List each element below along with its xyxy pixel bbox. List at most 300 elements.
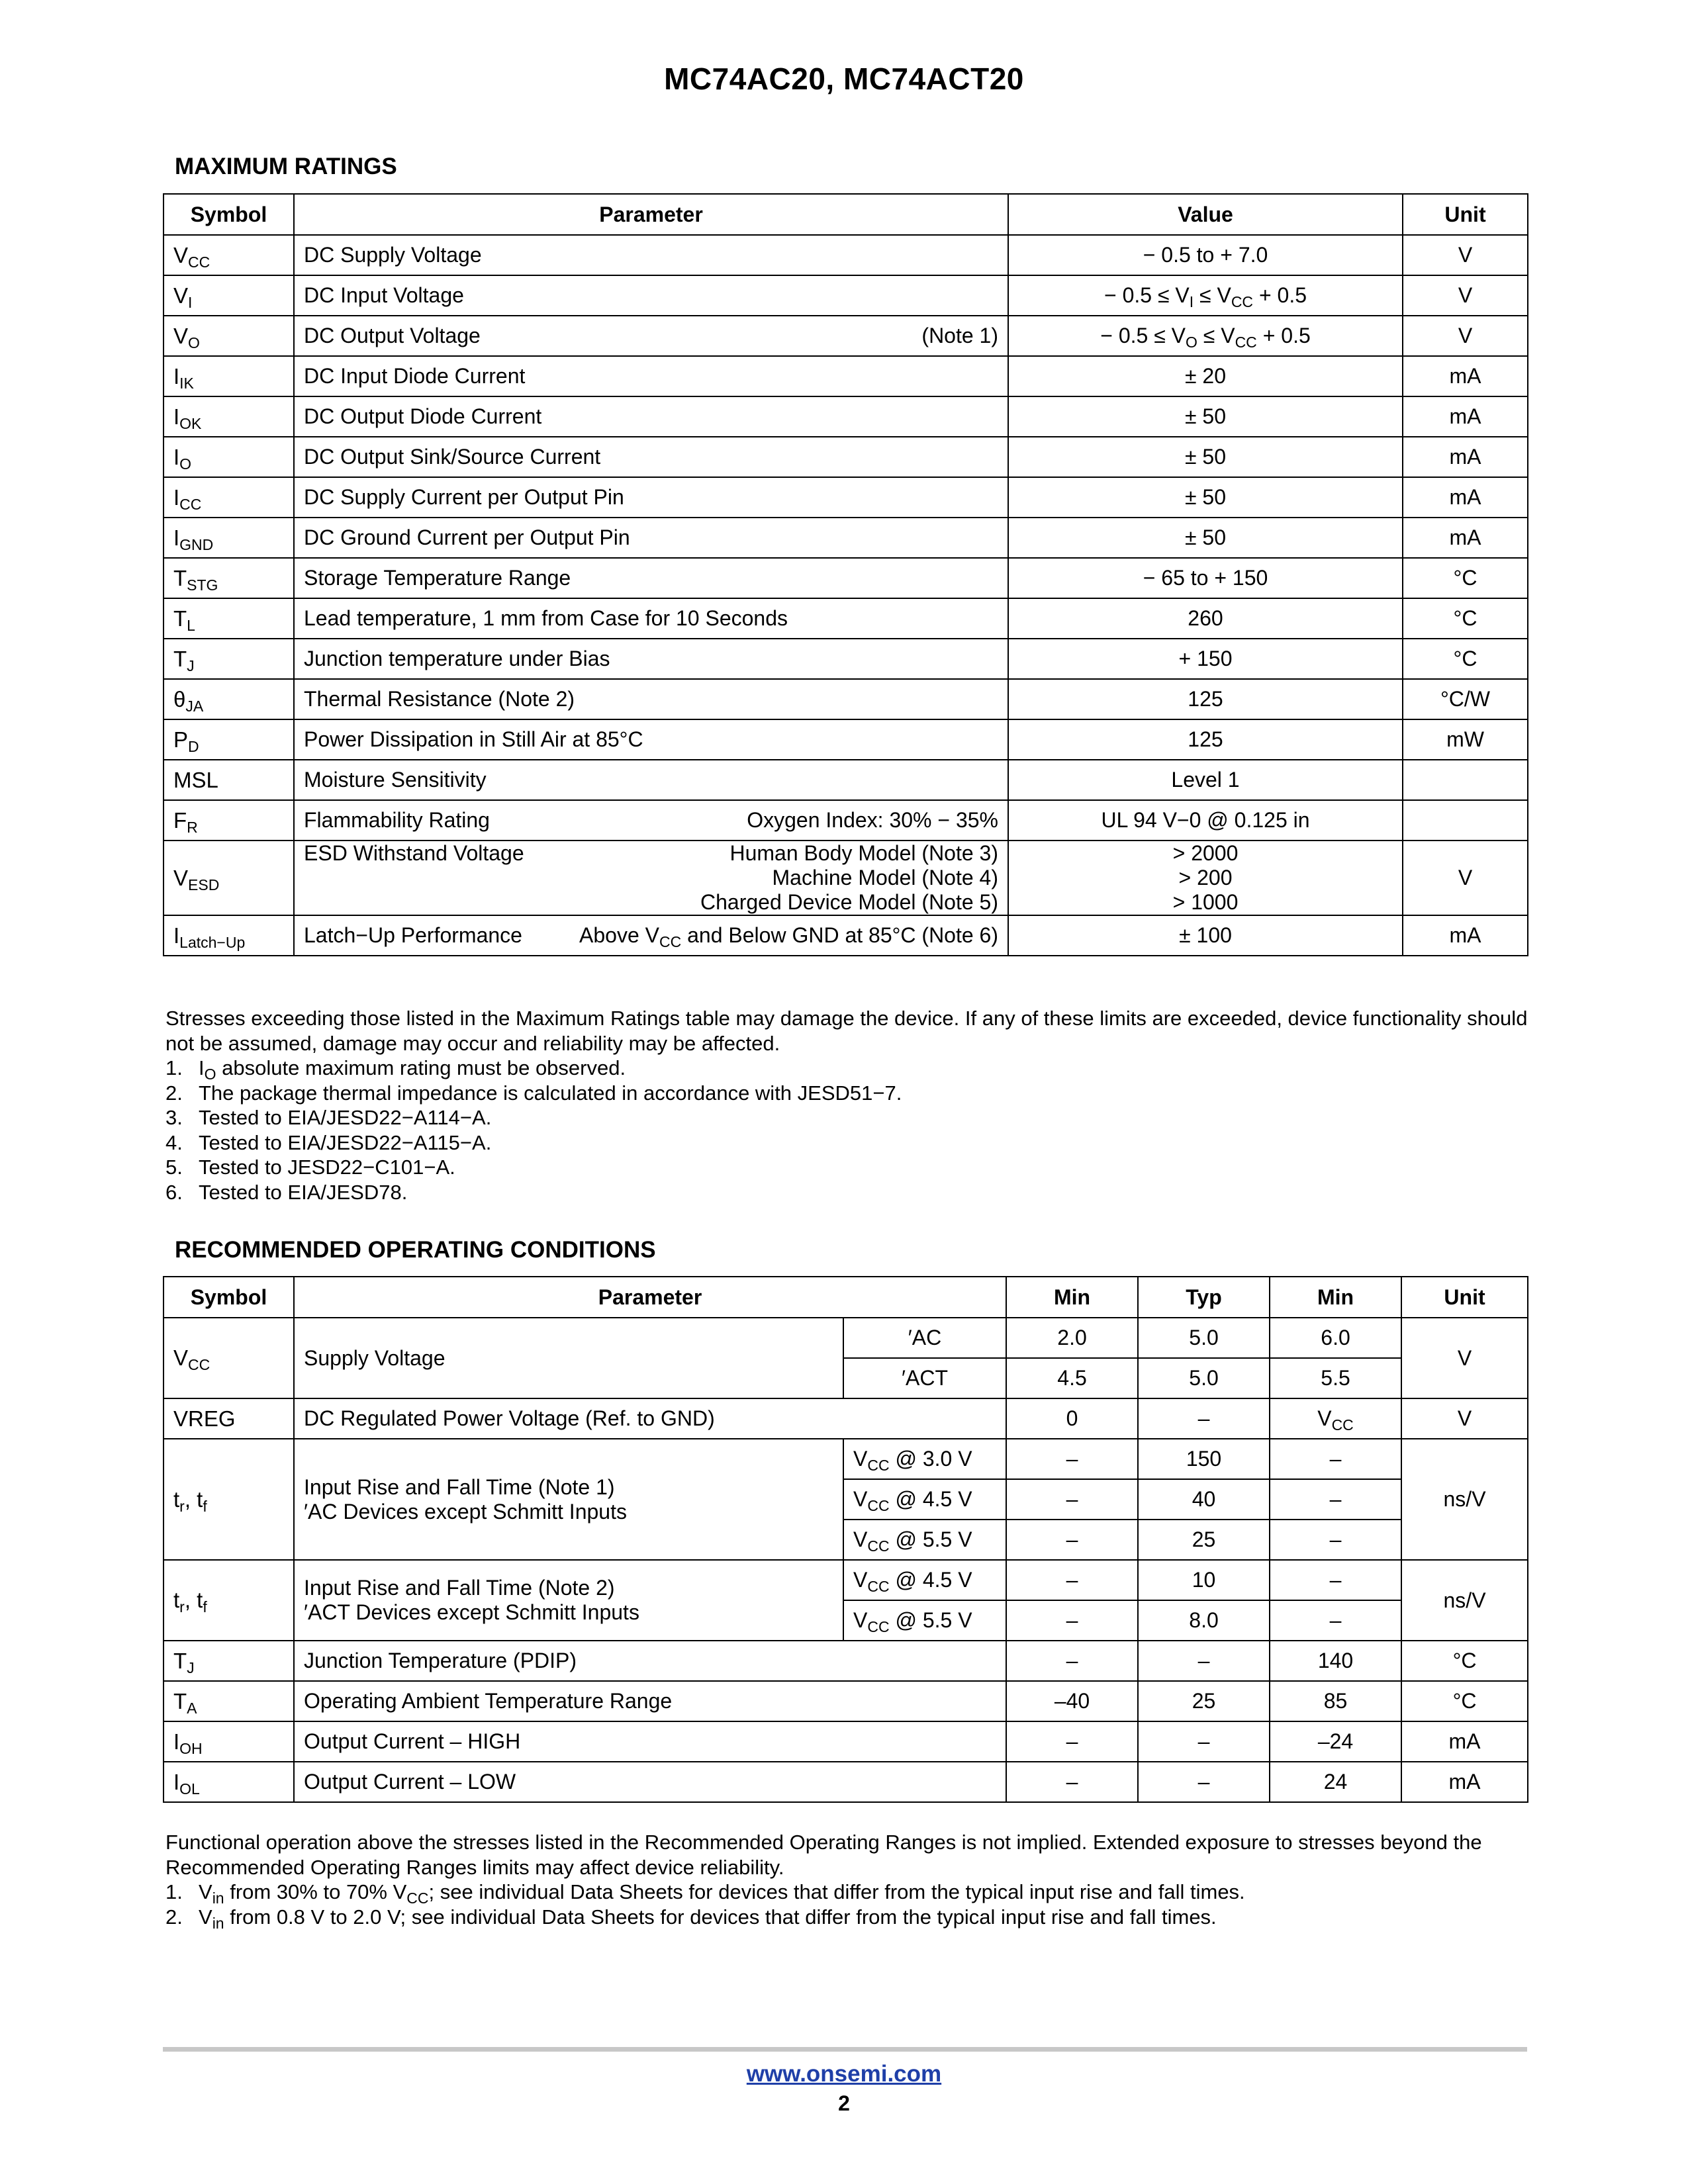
typ-cell-text: 8.0 <box>1189 1608 1219 1632</box>
parameter-text: DC Supply Voltage <box>304 243 482 267</box>
parameter-cell <box>294 1681 1006 1721</box>
typ-cell <box>1138 1600 1270 1641</box>
table-row <box>164 1762 1528 1802</box>
value-cell <box>1008 437 1403 477</box>
unit-cell <box>1403 841 1528 915</box>
condition-text: @ 4.5 V <box>889 1487 972 1511</box>
parameter-cell <box>294 316 1008 356</box>
footnote-subscript: in <box>212 1914 224 1932</box>
parameter-cell <box>294 679 1008 719</box>
min-cell-text: – <box>1066 1447 1078 1471</box>
table-row <box>164 1398 1528 1439</box>
parameter-line <box>304 923 998 948</box>
unit-text: V <box>1458 324 1473 347</box>
condition-cell <box>843 1520 1006 1560</box>
table-row <box>164 841 1528 915</box>
symbol-cell <box>164 235 294 275</box>
typ-cell <box>1138 1318 1270 1358</box>
value-subscript: I <box>1189 293 1194 310</box>
value-text: ± 100 <box>1179 923 1232 947</box>
esd-value: > 1000 <box>1172 890 1239 914</box>
footnote-subscript: CC <box>406 1889 429 1907</box>
parameter-text: DC Supply Current per Output Pin <box>304 485 624 509</box>
max-cell <box>1270 1560 1401 1600</box>
parameter-text: Latch−Up Performance <box>304 923 522 947</box>
esd-value: > 200 <box>1178 866 1233 889</box>
parameter-cell <box>294 558 1008 598</box>
value-text: ± 50 <box>1184 485 1227 509</box>
min-cell <box>1006 1398 1138 1439</box>
table-row <box>164 800 1528 841</box>
table-row <box>164 437 1528 477</box>
esd-value-list <box>1018 841 1393 915</box>
min-cell-text: – <box>1066 1649 1078 1672</box>
footnote-number: 5. <box>165 1156 183 1179</box>
header-unit: Unit <box>1401 1277 1528 1318</box>
parameter-line <box>304 364 998 388</box>
max-cell-text: – <box>1329 1568 1342 1592</box>
table-row <box>164 356 1528 396</box>
unit-text: mA <box>1449 404 1481 428</box>
symbol-subscript: GND <box>179 535 214 553</box>
recommended-conditions-notes <box>165 1830 1529 1932</box>
symbol: I <box>173 363 180 388</box>
condition-text: V <box>853 1447 868 1471</box>
min-cell <box>1006 1560 1138 1600</box>
unit-cell <box>1403 477 1528 518</box>
condition-text: and Below GND at 85°C (Note 6) <box>681 923 998 947</box>
symbol-cell <box>164 316 294 356</box>
symbol: I <box>173 525 180 550</box>
parameter-line <box>304 445 998 469</box>
parameter-cell <box>294 841 1008 915</box>
parameter-line <box>304 525 998 550</box>
condition-text: Above V <box>579 923 659 947</box>
table-row <box>164 679 1528 719</box>
unit-cell-text: °C <box>1452 1689 1477 1713</box>
min-cell-text: –40 <box>1054 1689 1090 1713</box>
symbol-cell <box>164 1439 294 1560</box>
parameter-text: ′ACT Devices except Schmitt Inputs <box>304 1600 639 1624</box>
max-cell-text: –24 <box>1317 1729 1354 1753</box>
symbol-subscript: OH <box>179 1739 203 1757</box>
symbol: V <box>173 865 189 890</box>
symbol-cell <box>164 760 294 800</box>
unit-text: mA <box>1449 923 1481 947</box>
min-cell <box>1006 1358 1138 1398</box>
footnote-text: The package thermal impedance is calculated in accordance with JESD51−7. <box>199 1081 902 1105</box>
condition-text: @ 5.5 V <box>889 1608 972 1632</box>
footnote-number: 6. <box>165 1180 183 1204</box>
unit-cell <box>1401 1681 1528 1721</box>
value-subscript: CC <box>1235 334 1257 351</box>
footnote-number: 3. <box>165 1106 183 1129</box>
parameter-note: Oxygen Index: 30% − 35% <box>747 808 998 832</box>
value-text: 260 <box>1188 606 1223 630</box>
symbol-cell <box>164 396 294 437</box>
table-row <box>164 396 1528 437</box>
max-cell-text: 24 <box>1323 1770 1348 1794</box>
max-cell <box>1270 1398 1401 1439</box>
max-cell-text: 6.0 <box>1321 1326 1350 1349</box>
parameter-text: DC Output Voltage <box>304 324 481 347</box>
footnote-text: from 0.8 V to 2.0 V; see individual Data Sheets for devices that differ from the typical input rise and fall times. <box>224 1905 1217 1929</box>
unit-cell-text: mA <box>1448 1770 1481 1794</box>
table-row <box>164 1318 1528 1358</box>
parameter-text: Input Rise and Fall Time (Note 2) <box>304 1576 615 1600</box>
symbol: , t <box>184 1588 203 1612</box>
unit-text: mA <box>1449 525 1481 549</box>
unit-text: °C/W <box>1440 687 1490 711</box>
parameter-text: Storage Temperature Range <box>304 566 571 590</box>
unit-cell <box>1403 598 1528 639</box>
max-ratings-header-row <box>164 194 1528 235</box>
header-typ: Typ <box>1138 1277 1270 1318</box>
parameter-cell <box>294 518 1008 558</box>
footnote-subscript: O <box>204 1066 216 1083</box>
parameter-note <box>579 923 998 948</box>
symbol-cell <box>164 1398 294 1439</box>
unit-cell <box>1401 1439 1528 1560</box>
symbol: , t <box>184 1486 203 1512</box>
parameter-line <box>304 687 998 711</box>
min-cell <box>1006 1520 1138 1560</box>
footer-website-link[interactable]: www.onsemi.com <box>746 2061 942 2087</box>
max-cell-text: 85 <box>1323 1689 1348 1713</box>
symbol: F <box>173 807 187 833</box>
typ-cell <box>1138 1358 1270 1398</box>
unit-cell <box>1403 639 1528 679</box>
symbol-cell <box>164 477 294 518</box>
value-text: ≤ V <box>1197 324 1235 347</box>
typ-cell-text: 40 <box>1192 1487 1216 1511</box>
max-cell-text: – <box>1329 1527 1342 1551</box>
condition-text: V <box>853 1568 868 1592</box>
unit-text: V <box>1458 283 1473 307</box>
max-cell <box>1270 1318 1401 1358</box>
footnote <box>165 1081 1529 1106</box>
condition-text: @ 5.5 V <box>889 1527 972 1551</box>
symbol: T <box>173 1648 187 1673</box>
esd-model-list <box>700 841 998 915</box>
symbol-subscript: J <box>187 657 195 674</box>
condition-cell <box>843 1479 1006 1520</box>
value-cell <box>1008 800 1403 841</box>
symbol-cell <box>164 437 294 477</box>
value-cell <box>1008 719 1403 760</box>
parameter-line <box>304 808 998 833</box>
unit-cell <box>1403 316 1528 356</box>
condition-subscript: CC <box>659 933 682 950</box>
min-cell <box>1006 1600 1138 1641</box>
page-title: MC74AC20, MC74ACT20 <box>664 62 1024 96</box>
esd-value: > 2000 <box>1172 841 1239 865</box>
footnote-text: Tested to EIA/JESD78. <box>199 1180 408 1204</box>
max-cell <box>1270 1439 1401 1479</box>
parameter-cell <box>294 275 1008 316</box>
parameter-text: Output Current – LOW <box>304 1770 516 1794</box>
footnote-number: 1. <box>165 1880 183 1903</box>
symbol-subscript: ESD <box>188 876 220 893</box>
symbol-cell <box>164 841 294 915</box>
unit-cell <box>1403 719 1528 760</box>
parameter-text: DC Output Diode Current <box>304 404 542 428</box>
typ-cell-text: – <box>1197 1770 1210 1794</box>
typ-cell <box>1138 1681 1270 1721</box>
parameter-line <box>304 324 998 348</box>
condition-cell <box>843 1560 1006 1600</box>
symbol-subscript: JA <box>185 697 204 715</box>
recommended-conditions-table <box>163 1276 1528 1803</box>
symbol: θ <box>173 686 186 711</box>
parameter-line <box>304 283 998 308</box>
symbol-cell <box>164 1560 294 1641</box>
symbol-subscript: CC <box>179 495 202 513</box>
condition-subscript: CC <box>867 1497 890 1514</box>
symbol: V <box>173 242 189 267</box>
min-cell-text: 0 <box>1066 1406 1078 1430</box>
max-cell <box>1270 1600 1401 1641</box>
min-cell-text: – <box>1066 1608 1078 1632</box>
max-ratings-title: MAXIMUM RATINGS <box>175 154 397 179</box>
max-cell-text: 5.5 <box>1321 1366 1350 1390</box>
symbol: V <box>173 323 189 348</box>
max-cell <box>1270 1681 1401 1721</box>
symbol: P <box>173 727 189 752</box>
parameter-text: DC Regulated Power Voltage (Ref. to GND) <box>304 1406 715 1430</box>
parameter-cell <box>294 356 1008 396</box>
unit-text: ns/V <box>1443 1588 1486 1612</box>
symbol-subscript: D <box>188 737 199 755</box>
value-text: ± 20 <box>1184 364 1227 388</box>
table-row <box>164 316 1528 356</box>
min-cell-text: – <box>1066 1568 1078 1592</box>
parameter-line <box>304 566 998 590</box>
footnote-number: 1. <box>165 1056 183 1079</box>
value-cell <box>1008 558 1403 598</box>
parameter-cell <box>294 396 1008 437</box>
unit-cell <box>1401 1721 1528 1762</box>
parameter-line <box>304 243 998 267</box>
footnote <box>165 1155 1529 1180</box>
symbol-subscript: CC <box>188 1356 211 1373</box>
symbol: I <box>173 923 180 948</box>
value-text: − 65 to + 150 <box>1143 566 1268 590</box>
parameter-text: Junction Temperature (PDIP) <box>304 1649 577 1672</box>
table-row <box>164 477 1528 518</box>
min-cell-text: 2.0 <box>1057 1326 1087 1349</box>
parameter-cell <box>294 1439 843 1560</box>
header-parameter: Parameter <box>294 194 1008 235</box>
typ-cell-text: 5.0 <box>1189 1326 1219 1349</box>
table-row <box>164 1721 1528 1762</box>
footnote-subscript: in <box>212 1889 224 1907</box>
value-text: − 0.5 ≤ V <box>1100 324 1186 347</box>
esd-model: Human Body Model (Note 3) <box>729 841 998 865</box>
symbol-subscript: I <box>188 293 193 311</box>
table-row <box>164 719 1528 760</box>
unit-cell <box>1401 1762 1528 1802</box>
symbol: t <box>173 1486 180 1512</box>
parameter-cell <box>294 598 1008 639</box>
symbol-subscript: OL <box>179 1780 200 1797</box>
value-cell <box>1008 639 1403 679</box>
page-number: 2 <box>838 2091 850 2115</box>
footnote <box>165 1130 1529 1156</box>
max-cell-text: – <box>1329 1487 1342 1511</box>
value-text: 125 <box>1188 727 1223 751</box>
unit-text: °C <box>1453 606 1477 630</box>
parameter-text: Power Dissipation in Still Air at 85°C <box>304 727 643 751</box>
symbol: V <box>173 1345 189 1370</box>
footnote-text: I <box>199 1056 205 1079</box>
unit-cell <box>1403 518 1528 558</box>
symbol: MSL <box>173 767 218 792</box>
condition-subscript: CC <box>867 1537 890 1555</box>
unit-cell-text: °C <box>1452 1649 1477 1672</box>
parameter-cell <box>294 1560 843 1641</box>
unit-cell <box>1403 915 1528 956</box>
symbol: T <box>173 646 187 671</box>
max-cell-text: V <box>1317 1406 1332 1430</box>
unit-cell <box>1403 558 1528 598</box>
unit-text: V <box>1458 866 1473 889</box>
symbol: T <box>173 606 187 631</box>
header-unit: Unit <box>1403 194 1528 235</box>
parameter-text: Supply Voltage <box>304 1345 445 1370</box>
parameter-note: (Note 1) <box>921 324 998 347</box>
typ-cell <box>1138 1762 1270 1802</box>
value-cell <box>1008 598 1403 639</box>
header-max: Min <box>1270 1277 1401 1318</box>
parameter-text: DC Ground Current per Output Pin <box>304 525 630 549</box>
table-row <box>164 1641 1528 1681</box>
symbol-subscript: O <box>179 455 192 473</box>
unit-cell <box>1403 356 1528 396</box>
condition-subscript: CC <box>867 1618 890 1635</box>
symbol-cell <box>164 915 294 956</box>
value-text: + 0.5 <box>1256 324 1311 347</box>
footnote <box>165 1056 1529 1081</box>
symbol-subscript: Latch−Up <box>179 933 246 951</box>
unit-cell <box>1401 1641 1528 1681</box>
value-cell <box>1008 316 1403 356</box>
footnote-number: 4. <box>165 1130 183 1154</box>
max-cell <box>1270 1762 1401 1802</box>
value-text: ± 50 <box>1184 525 1227 549</box>
min-cell <box>1006 1681 1138 1721</box>
min-cell <box>1006 1318 1138 1358</box>
unit-cell <box>1403 275 1528 316</box>
unit-text: V <box>1458 243 1473 267</box>
symbol-subscript: r <box>179 1598 185 1615</box>
unit-text: ns/V <box>1443 1487 1486 1511</box>
typ-cell-text: – <box>1197 1649 1210 1672</box>
unit-cell-text: V <box>1457 1406 1472 1430</box>
value-text: + 150 <box>1178 647 1233 670</box>
symbol-cell <box>164 598 294 639</box>
parameter-line <box>304 768 998 792</box>
symbol-subscript: J <box>187 1659 195 1676</box>
footnote <box>165 1105 1529 1130</box>
symbol: V <box>173 283 189 308</box>
parameter-text: Operating Ambient Temperature Range <box>304 1689 673 1713</box>
unit-cell <box>1403 679 1528 719</box>
typ-cell <box>1138 1439 1270 1479</box>
typ-cell-text: 10 <box>1192 1568 1216 1592</box>
parameter-text: DC Input Voltage <box>304 283 464 307</box>
footnote-text: Tested to EIA/JESD22−A115−A. <box>199 1130 492 1154</box>
table-row <box>164 1560 1528 1600</box>
symbol-subscript: IK <box>179 374 194 392</box>
footnote-text: V <box>199 1880 212 1903</box>
value-text: − 0.5 to + 7.0 <box>1143 243 1268 267</box>
max-cell <box>1270 1641 1401 1681</box>
max-cell-text: 140 <box>1317 1649 1354 1672</box>
symbol-cell <box>164 1762 294 1802</box>
recommended-notes-intro: Functional operation above the stresses listed in the Recommended Operating Ranges is not implied. Extended exposure to stresses beyond the Recommended Operating Ranges limits may affect device reliability. <box>165 1831 1482 1879</box>
parameter-cell <box>294 760 1008 800</box>
value-text: Level 1 <box>1171 768 1240 792</box>
value-cell <box>1008 760 1403 800</box>
parameter-text: ESD Withstand Voltage <box>304 841 524 865</box>
table-row <box>164 1681 1528 1721</box>
condition-subscript: CC <box>867 1457 890 1474</box>
parameter-text: ′AC Devices except Schmitt Inputs <box>304 1499 627 1524</box>
symbol-cell <box>164 1318 294 1398</box>
parameter-cell <box>294 800 1008 841</box>
min-cell <box>1006 1762 1138 1802</box>
max-subscript: CC <box>1331 1416 1354 1433</box>
table-row <box>164 760 1528 800</box>
table-row <box>164 518 1528 558</box>
parameter-text: DC Output Sink/Source Current <box>304 445 601 469</box>
parameter-text: Lead temperature, 1 mm from Case for 10 Seconds <box>304 606 788 630</box>
parameter-cell <box>294 1318 843 1398</box>
footnote <box>165 1180 1529 1205</box>
symbol-cell <box>164 1721 294 1762</box>
unit-text: mW <box>1446 727 1484 751</box>
value-cell <box>1008 841 1403 915</box>
max-ratings-table <box>163 193 1528 956</box>
unit-text: mA <box>1449 364 1481 388</box>
value-cell <box>1008 915 1403 956</box>
typ-cell-text: 25 <box>1192 1689 1216 1713</box>
unit-cell <box>1401 1398 1528 1439</box>
condition-text: V <box>853 1608 868 1632</box>
header-parameter: Parameter <box>294 1277 1006 1318</box>
parameter-cell <box>294 915 1008 956</box>
typ-cell-text: 5.0 <box>1189 1366 1219 1390</box>
symbol-cell <box>164 800 294 841</box>
symbol-cell <box>164 1641 294 1681</box>
typ-cell-text: 25 <box>1192 1527 1216 1551</box>
parameter-text: Junction temperature under Bias <box>304 647 610 670</box>
symbol: I <box>173 404 180 429</box>
unit-cell <box>1403 760 1528 800</box>
footnote-text: ; see individual Data Sheets for devices that differ from the typical input rise and fall times. <box>428 1880 1245 1903</box>
value-cell <box>1008 477 1403 518</box>
min-cell-text: – <box>1066 1770 1078 1794</box>
typ-cell <box>1138 1560 1270 1600</box>
value-cell <box>1008 396 1403 437</box>
unit-text: °C <box>1453 647 1477 670</box>
condition-text: @ 3.0 V <box>889 1447 972 1471</box>
max-cell <box>1270 1520 1401 1560</box>
condition-text: @ 4.5 V <box>889 1568 972 1592</box>
symbol: I <box>173 1729 180 1754</box>
parameter-cell <box>294 1398 1006 1439</box>
